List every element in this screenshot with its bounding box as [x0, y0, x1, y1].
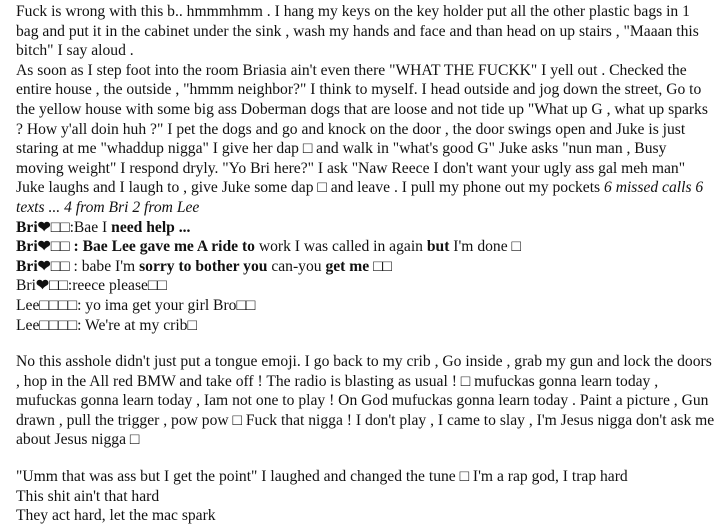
- heart-icon: ❤: [37, 257, 51, 275]
- missing-glyph-icon: □□: [49, 277, 68, 295]
- text-message: [16, 257, 716, 277]
- lyrics-block: [16, 467, 716, 526]
- text-segment: can-you: [267, 257, 326, 275]
- text-segment-bold: get me: [325, 257, 370, 275]
- text-segment: : We're at my crib□: [77, 316, 197, 334]
- text-segment-bold: but: [426, 238, 450, 256]
- missing-glyph-icon: □□: [50, 218, 70, 236]
- text-segment: I'm done □: [449, 238, 521, 256]
- text-segment: :Bae I: [69, 218, 112, 236]
- paragraph-search-text: As soon as I step foot into the room Briasia ain't even there "WHAT THE FUCKK" I yell out . Checked the entire house , the outside , "hmmm neighbor?" I think to myself. I head outside and jog down the street, Go to the yellow house with some big ass Doberman dogs that are loose and not tide up "What up G , what up sparks ? How y'all doin huh ?" I pet the dogs and go and knock on the door , the door swings open and Juke is just staring at me "whaddup nigga" I give her dap □ and walk in "what's good G" Juke asks "nun man , Busy moving weight" I respond dryly. "Yo Bri here?" I ask "Naw Reece I don't want your ugly ass gal meh man" Juke laughs and I laugh to , give Juke some dap □ and leave . I pull my phone out my pockets: [16, 61, 708, 197]
- paragraph-drive: No this asshole didn't just put a tongue emoji. I go back to my crib , Go inside , grab my gun and lock the doors , hop in the All red BMW and take off ! The radio is blasting as usual ! □ mufuckas gonna learn today , mufuckas gonna learn today , Iam not one to play ! On God mufuckas gonna learn today . Paint a picture , Gun drawn , pull the trigger , pow pow □ Fuck that nigga ! I don't play , I came to slay , I'm Jesus nigga don't ask me about Jesus nigga □: [16, 353, 715, 449]
- text-message: [16, 218, 716, 238]
- text-message: [16, 237, 716, 257]
- heart-icon: ❤: [37, 218, 51, 236]
- lyrics-line: They act hard, let the mac spark: [16, 507, 216, 525]
- text-segment: : yo ima get your girl Bro□□: [77, 296, 256, 314]
- missing-glyph-icon: □□: [50, 238, 70, 256]
- text-sender: Bri: [16, 238, 38, 256]
- missed-calls-note: 6 missed calls 6 texts ... 4 from Bri 2 from Lee: [16, 179, 704, 216]
- lyrics-line: This shit ain't that hard: [16, 487, 160, 505]
- lyrics-line: "Umm that was ass but I get the point" I laughed and changed the tune □ I'm a rap god, I trap hard: [16, 468, 628, 486]
- paragraph-search: [16, 61, 716, 218]
- text-message: [16, 296, 716, 316]
- text-segment-bold: Lee gave me A ride to: [111, 238, 255, 256]
- text-segment-bold: sorry to bother you: [139, 257, 268, 275]
- text-sender: Lee: [16, 316, 40, 334]
- text-segment: : babe I'm: [69, 257, 140, 275]
- text-message: [16, 316, 716, 336]
- heart-icon: ❤: [37, 238, 51, 256]
- text-segment-bold: : Bae: [69, 238, 112, 256]
- paragraph-spacer: [16, 335, 716, 352]
- paragraph-spacer: [16, 450, 716, 467]
- text-sender: Bri: [16, 257, 38, 275]
- text-segment: □□: [369, 257, 392, 275]
- document-body: [16, 2, 716, 526]
- heart-icon: ❤: [35, 277, 50, 295]
- paragraph-keys: Fuck is wrong with this b.. hmmmhmm . I hang my keys on the key holder put all the other plastic bags in 1 bag and put it in the cabinet under the sink , wash my hands and face and than head on up stairs , "Maaan this bitch" I say aloud .: [16, 3, 699, 60]
- text-message-list: [16, 218, 716, 336]
- missing-glyph-icon: □□□□: [39, 296, 78, 314]
- text-segment: :reece please□□: [67, 277, 167, 295]
- text-segment-bold: need help ...: [111, 218, 191, 236]
- text-message: [16, 276, 716, 296]
- text-sender: Bri: [16, 218, 38, 236]
- missing-glyph-icon: □□□□: [39, 316, 78, 334]
- missing-glyph-icon: □□: [50, 257, 70, 275]
- text-sender: Lee: [16, 296, 40, 314]
- text-segment: work I was called in again: [254, 238, 427, 256]
- text-sender: Bri: [16, 277, 36, 295]
